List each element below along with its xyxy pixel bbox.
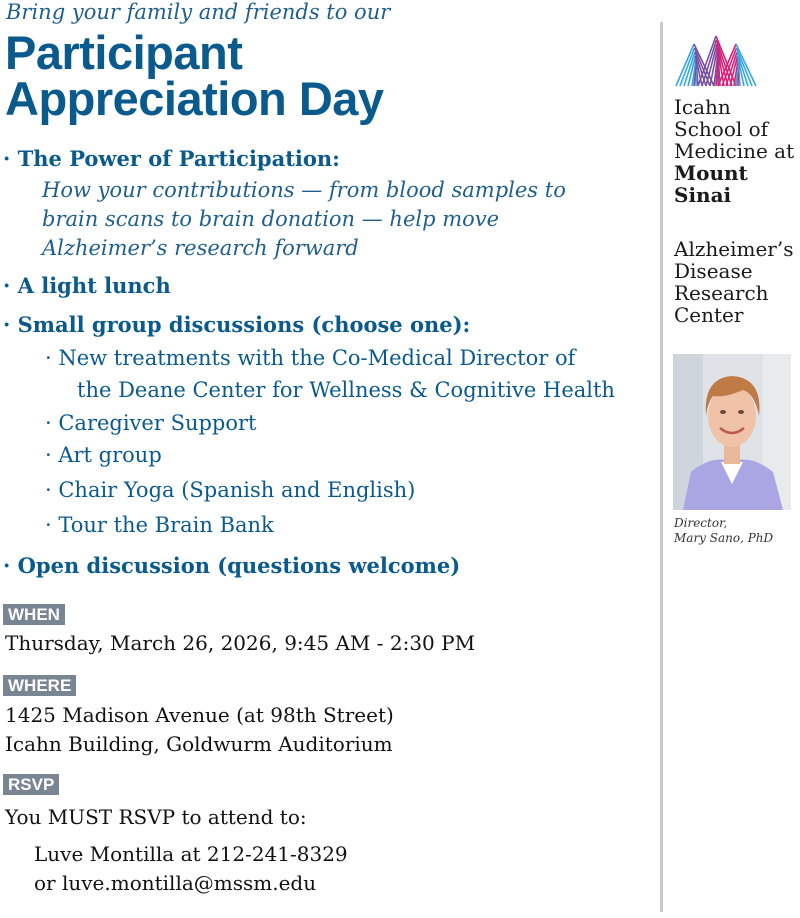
discussion-chair-yoga: · Chair Yoga (Spanish and English) xyxy=(45,478,416,502)
participation-desc-line-3: Alzheimer’s research forward xyxy=(42,236,359,260)
caption-line-2: Mary Sano, PhD xyxy=(674,531,774,545)
center-line-4: Center xyxy=(674,303,744,327)
sidebar xyxy=(666,0,800,918)
center-line-3: Research xyxy=(674,281,769,305)
where-line-2: Icahn Building, Goldwurm Auditorium xyxy=(5,732,393,756)
discussion-new-treatments-cont: the Deane Center for Wellness & Cognitive Health xyxy=(77,378,615,402)
institution-line-3: Medicine at xyxy=(674,139,795,163)
column-divider xyxy=(660,22,663,912)
discussion-new-treatments: · New treatments with the Co-Medical Director of xyxy=(45,346,576,370)
center-line-2: Disease xyxy=(674,259,753,283)
agenda-item-participation: · The Power of Participation: xyxy=(3,146,340,171)
discussion-brain-bank: · Tour the Brain Bank xyxy=(45,513,274,537)
institution-name xyxy=(674,96,794,206)
participation-desc-line-1: How your contributions — from blood samples to xyxy=(42,178,566,202)
when-value: Thursday, March 26, 2026, 9:45 AM - 2:30 PM xyxy=(5,631,476,655)
institution-line-4: Mount xyxy=(674,161,748,185)
title-line-1: Participant xyxy=(5,26,243,79)
director-portrait-image xyxy=(673,354,791,510)
discussion-art-group: · Art group xyxy=(45,443,162,467)
center-line-1: Alzheimer’s xyxy=(674,237,794,261)
institution-line-2: School of xyxy=(674,117,769,141)
mount-sinai-logo-icon xyxy=(674,34,758,88)
where-line-1: 1425 Madison Avenue (at 98th Street) xyxy=(5,703,394,727)
title-line-2: Appreciation Day xyxy=(5,72,384,125)
caption-line-1: Director, xyxy=(674,516,728,530)
discussion-caregiver-support: · Caregiver Support xyxy=(45,411,257,435)
director-photo xyxy=(673,354,791,510)
participation-desc-line-2: brain scans to brain donation — help move xyxy=(42,207,500,231)
where-label: WHERE xyxy=(3,675,76,696)
rsvp-contact-phone: Luve Montilla at 212-241-8329 xyxy=(34,842,348,866)
institution-line-1: Icahn xyxy=(674,95,731,119)
institution-line-5: Sinai xyxy=(674,183,732,207)
director-caption xyxy=(674,516,773,546)
page-title xyxy=(5,26,384,125)
rsvp-label: RSVP xyxy=(3,774,59,795)
tagline: Bring your family and friends to our xyxy=(6,0,391,24)
when-label: WHEN xyxy=(3,604,65,625)
agenda-item-open-discussion: · Open discussion (questions welcome) xyxy=(3,553,461,578)
agenda-item-lunch: · A light lunch xyxy=(3,273,171,298)
agenda-item-discussions: · Small group discussions (choose one): xyxy=(3,312,471,337)
rsvp-contact-email[interactable]: or luve.montilla@mssm.edu xyxy=(34,871,317,895)
rsvp-intro: You MUST RSVP to attend to: xyxy=(5,805,307,829)
research-center-name xyxy=(674,238,793,326)
